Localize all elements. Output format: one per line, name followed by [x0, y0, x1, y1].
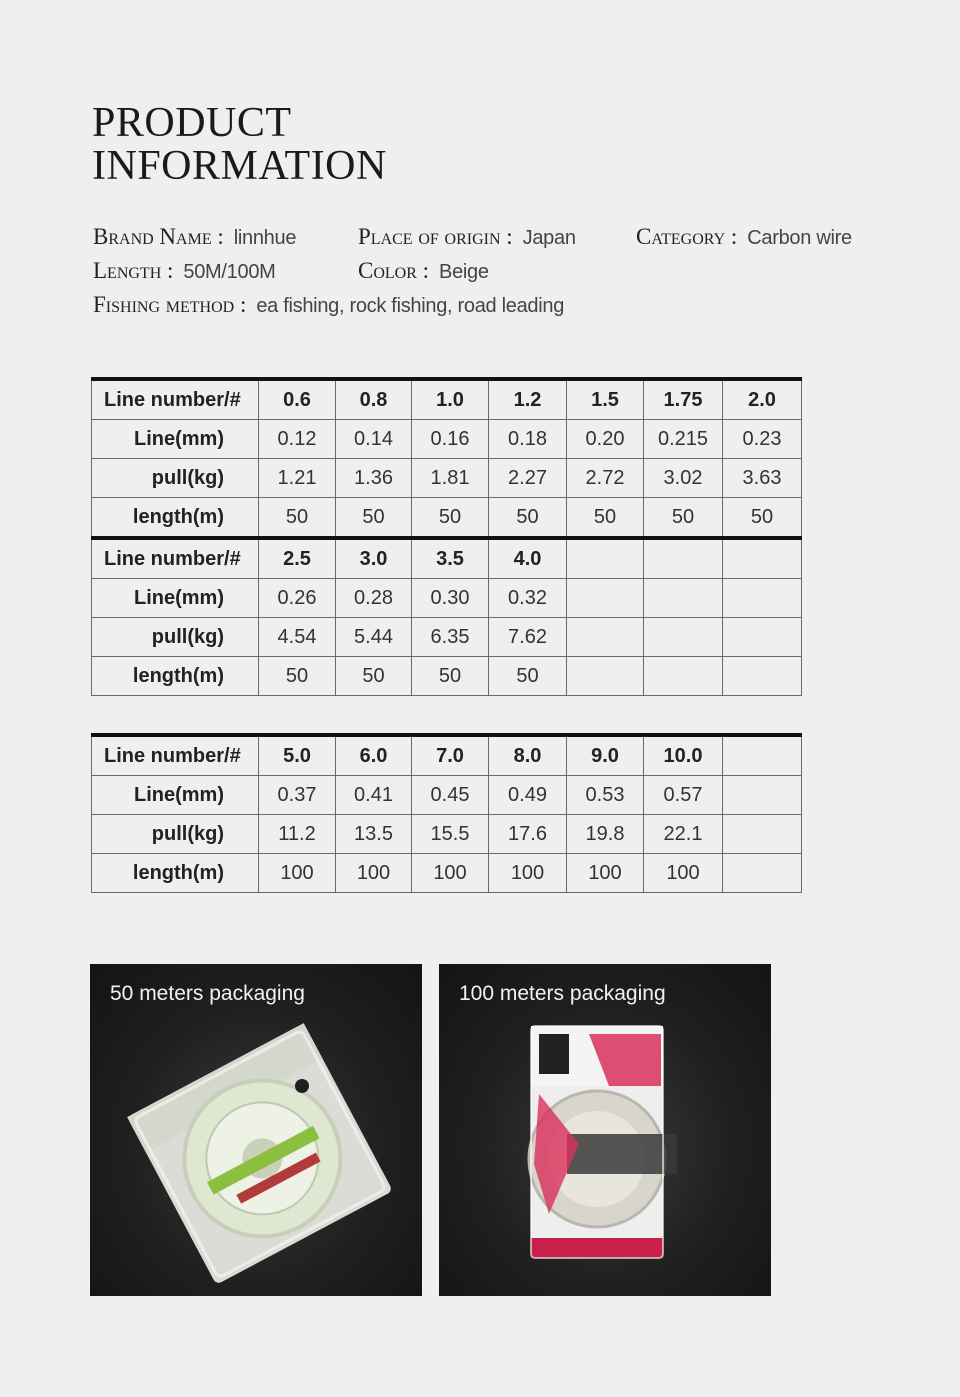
cell-length: 50 [259, 657, 336, 696]
spec-table-2 [91, 733, 802, 893]
cell-length: 100 [336, 854, 412, 893]
cell-number: 0.8 [336, 379, 412, 420]
cell-line: 0.23 [723, 420, 802, 459]
method-key: Fishing method : [93, 292, 247, 317]
cell-pull: 2.27 [489, 459, 567, 498]
cell-line: 0.49 [489, 776, 567, 815]
cell-pull: 7.62 [489, 618, 567, 657]
info-origin [358, 224, 576, 250]
cell-number: 2.5 [259, 538, 336, 579]
row-label-length: length(m) [92, 498, 259, 539]
cell-length: 50 [567, 498, 644, 539]
color-key: Color : [358, 258, 430, 283]
cell-line: 0.26 [259, 579, 336, 618]
cell-pull: 4.54 [259, 618, 336, 657]
row-label-pull: pull(kg) [92, 618, 259, 657]
cell-pull: 19.8 [567, 815, 644, 854]
cell-pull: 1.81 [412, 459, 489, 498]
row-label-length: length(m) [92, 854, 259, 893]
cell-line: 0.53 [567, 776, 644, 815]
cell-number: 1.2 [489, 379, 567, 420]
cell-number: 1.5 [567, 379, 644, 420]
spool-package-100m-image [439, 964, 771, 1296]
table-row [92, 579, 802, 618]
cell-number: 10.0 [644, 735, 723, 776]
table-row [92, 420, 802, 459]
spool-package-50m-image [90, 964, 422, 1296]
cell-number: 1.0 [412, 379, 489, 420]
origin-key: Place of origin : [358, 224, 513, 249]
cell-line [567, 579, 644, 618]
cell-pull: 3.02 [644, 459, 723, 498]
brand-value: linnhue [233, 227, 297, 249]
cell-pull: 2.72 [567, 459, 644, 498]
row-label-pull: pull(kg) [92, 815, 259, 854]
cell-length: 50 [336, 657, 412, 696]
cell-line: 0.32 [489, 579, 567, 618]
cell-length: 50 [412, 657, 489, 696]
packaging-caption-100m: 100 meters packaging [459, 982, 666, 1005]
cell-length: 50 [489, 498, 567, 539]
cell-length: 100 [644, 854, 723, 893]
category-value: Carbon wire [747, 227, 852, 249]
cell-number: 7.0 [412, 735, 489, 776]
cell-pull [567, 618, 644, 657]
cell-pull: 1.21 [259, 459, 336, 498]
cell-length [567, 657, 644, 696]
table-row [92, 538, 802, 579]
cell-number: 1.75 [644, 379, 723, 420]
table-row [92, 379, 802, 420]
cell-length [723, 657, 802, 696]
method-value: ea fishing, rock fishing, road leading [256, 295, 565, 317]
row-label-pull: pull(kg) [92, 459, 259, 498]
row-label-number: Line number/# [92, 735, 259, 776]
cell-length [644, 657, 723, 696]
cell-pull: 22.1 [644, 815, 723, 854]
cell-number: 9.0 [567, 735, 644, 776]
cell-number [723, 735, 802, 776]
cell-number [567, 538, 644, 579]
cell-length: 100 [489, 854, 567, 893]
cell-length: 100 [567, 854, 644, 893]
cell-number: 4.0 [489, 538, 567, 579]
cell-number [723, 538, 802, 579]
cell-number: 6.0 [336, 735, 412, 776]
table-row [92, 854, 802, 893]
title-line-2: INFORMATION [92, 143, 387, 189]
row-label-line: Line(mm) [92, 776, 259, 815]
table-row [92, 498, 802, 539]
brand-key: Brand Name : [93, 224, 224, 249]
cell-number: 5.0 [259, 735, 336, 776]
cell-pull: 3.63 [723, 459, 802, 498]
cell-line: 0.16 [412, 420, 489, 459]
cell-length: 100 [259, 854, 336, 893]
cell-line: 0.18 [489, 420, 567, 459]
cell-pull: 11.2 [259, 815, 336, 854]
category-key: Category : [636, 224, 738, 249]
cell-pull: 17.6 [489, 815, 567, 854]
cell-length: 50 [259, 498, 336, 539]
row-label-line: Line(mm) [92, 420, 259, 459]
cell-line: 0.20 [567, 420, 644, 459]
info-length [93, 258, 276, 284]
cell-line: 0.45 [412, 776, 489, 815]
table-row [92, 735, 802, 776]
cell-length: 50 [723, 498, 802, 539]
cell-pull: 6.35 [412, 618, 489, 657]
row-label-number: Line number/# [92, 538, 259, 579]
cell-pull: 1.36 [336, 459, 412, 498]
cell-line: 0.215 [644, 420, 723, 459]
cell-pull [644, 618, 723, 657]
row-label-line: Line(mm) [92, 579, 259, 618]
cell-line [723, 776, 802, 815]
info-brand [93, 224, 296, 250]
row-label-length: length(m) [92, 657, 259, 696]
cell-pull [723, 815, 802, 854]
cell-length [723, 854, 802, 893]
cell-number [644, 538, 723, 579]
table-row [92, 815, 802, 854]
cell-number: 8.0 [489, 735, 567, 776]
info-method [93, 292, 564, 318]
cell-length: 100 [412, 854, 489, 893]
cell-pull: 13.5 [336, 815, 412, 854]
cell-line: 0.37 [259, 776, 336, 815]
cell-length: 50 [336, 498, 412, 539]
packaging-caption-50m: 50 meters packaging [110, 982, 305, 1005]
cell-line [723, 579, 802, 618]
info-color [358, 258, 489, 284]
row-label-number: Line number/# [92, 379, 259, 420]
cell-line: 0.30 [412, 579, 489, 618]
cell-length: 50 [489, 657, 567, 696]
cell-pull [723, 618, 802, 657]
spec-table-1 [91, 377, 802, 696]
cell-line: 0.41 [336, 776, 412, 815]
cell-number: 3.0 [336, 538, 412, 579]
length-value: 50M/100M [183, 261, 276, 283]
cell-line [644, 579, 723, 618]
page-title [92, 102, 387, 188]
cell-line: 0.12 [259, 420, 336, 459]
cell-number: 0.6 [259, 379, 336, 420]
title-line-1: PRODUCT [92, 100, 292, 146]
cell-line: 0.28 [336, 579, 412, 618]
cell-line: 0.57 [644, 776, 723, 815]
cell-pull: 15.5 [412, 815, 489, 854]
cell-length: 50 [412, 498, 489, 539]
origin-value: Japan [522, 227, 576, 249]
cell-length: 50 [644, 498, 723, 539]
cell-pull: 5.44 [336, 618, 412, 657]
cell-number: 3.5 [412, 538, 489, 579]
color-value: Beige [439, 261, 489, 283]
info-category [636, 224, 852, 250]
table-row [92, 776, 802, 815]
packaging-50m-photo [90, 964, 422, 1296]
table-row [92, 459, 802, 498]
packaging-100m-photo [439, 964, 771, 1296]
table-row [92, 657, 802, 696]
table-row [92, 618, 802, 657]
length-key: Length : [93, 258, 174, 283]
cell-line: 0.14 [336, 420, 412, 459]
cell-number: 2.0 [723, 379, 802, 420]
